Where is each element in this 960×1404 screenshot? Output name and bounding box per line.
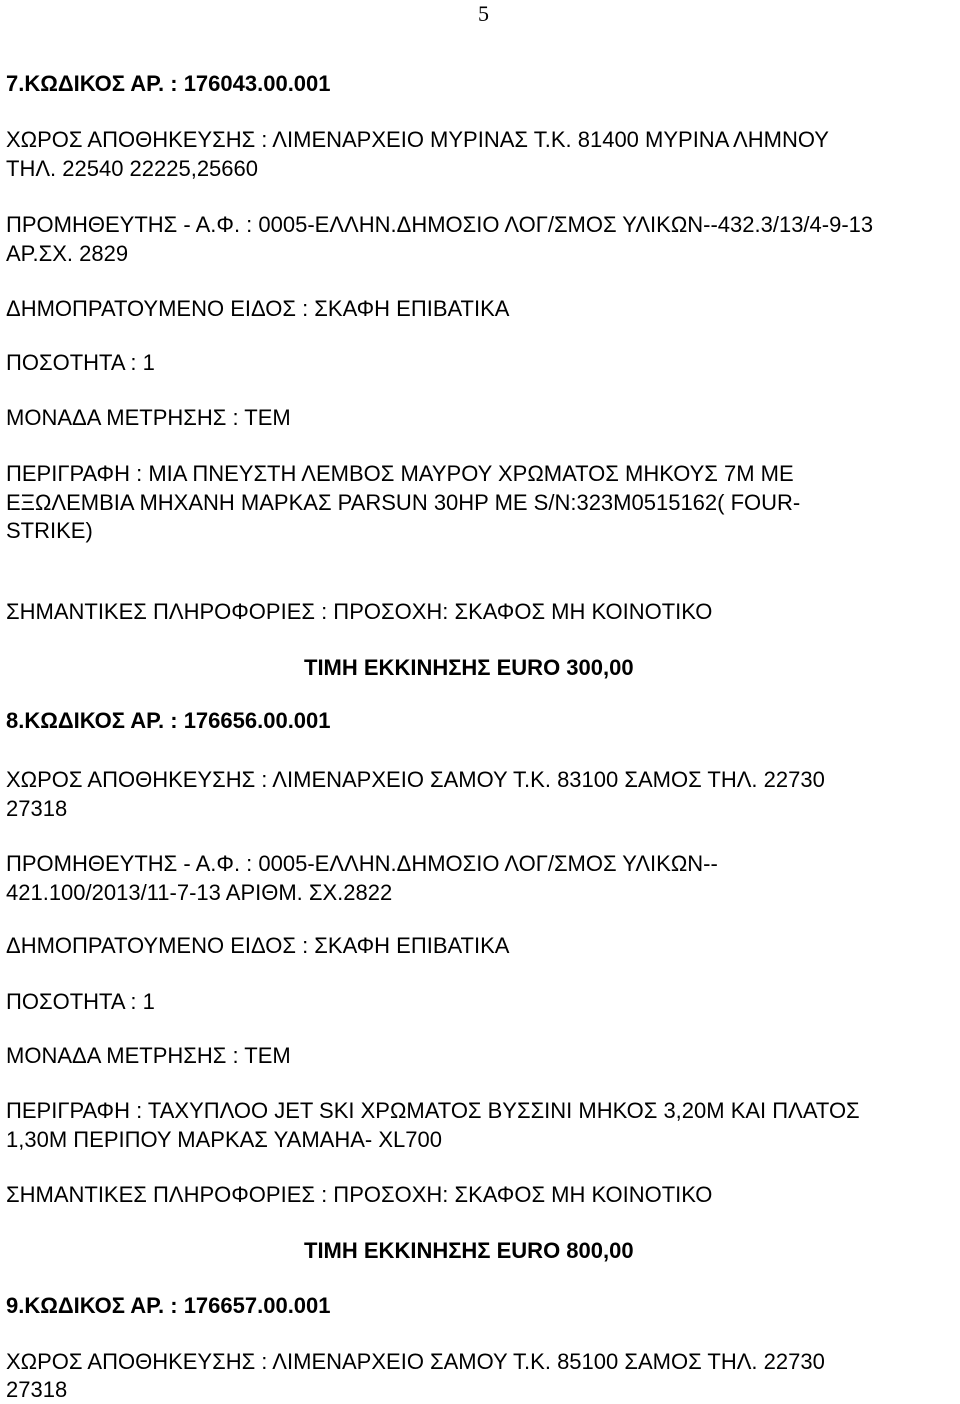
supplier-line: ΠΡΟΜΗΘΕΥΤΗΣ - Α.Φ. : 0005-ΕΛΛΗΝ.ΔΗΜΟΣΙΟ ΛΟΓ/ΣΜΟΣ ΥΛΙΚΩΝ-- <box>6 851 718 876</box>
storage-location-line: ΧΩΡΟΣ ΑΠΟΘΗΚΕΥΣΗΣ : ΛΙΜΕΝΑΡΧΕΙΟ ΣΑΜΟΥ Τ.Κ. 85100 ΣΑΜΟΣ ΤΗΛ. 22730 <box>6 1349 825 1374</box>
supplier-line: 421.100/2013/11-7-13 ΑΡΙΘΜ. ΣΧ.2822 <box>6 880 393 905</box>
supplier-line: ΠΡΟΜΗΘΕΥΤΗΣ - Α.Φ. : 0005-ΕΛΛΗΝ.ΔΗΜΟΣΙΟ ΛΟΓ/ΣΜΟΣ ΥΛΙΚΩΝ--432.3/13/4-9-13 <box>6 212 874 237</box>
item-type: ΔΗΜΟΠΡΑΤΟΥΜΕΝΟ ΕΙΔΟΣ : ΣΚΑΦΗ ΕΠΙΒΑΤΙΚΑ <box>6 933 510 958</box>
description-line: ΠΕΡΙΓΡΑΦΗ : ΤΑΧΥΠΛΟΟ JET SKI ΧΡΩΜΑΤΟΣ ΒΥΣΣΙΝΙ ΜΗΚΟΣ 3,20Μ ΚΑΙ ΠΛΑΤΟΣ <box>6 1098 860 1123</box>
important-notes: ΣΗΜΑΝΤΙΚΕΣ ΠΛΗΡΟΦΟΡΙΕΣ : ΠΡΟΣΟΧΗ: ΣΚΑΦΟΣ ΜΗ ΚΟΙΝΟΤΙΚΟ <box>6 1182 713 1207</box>
quantity: ΠΟΣΟΤΗΤΑ : 1 <box>6 350 155 375</box>
starting-price: ΤΙΜΗ ΕΚΚΙΝΗΣΗΣ EURO 800,00 <box>304 1238 634 1263</box>
page-number: 5 <box>478 1 489 26</box>
description-line: ΠΕΡΙΓΡΑΦΗ : ΜΙΑ ΠΝΕΥΣΤΗ ΛΕΜΒΟΣ ΜΑΥΡΟΥ ΧΡΩΜΑΤΟΣ ΜΗΚΟΥΣ 7Μ ΜΕ <box>6 461 794 486</box>
starting-price: ΤΙΜΗ ΕΚΚΙΝΗΣΗΣ EURO 300,00 <box>304 655 634 680</box>
item-type: ΔΗΜΟΠΡΑΤΟΥΜΕΝΟ ΕΙΔΟΣ : ΣΚΑΦΗ ΕΠΙΒΑΤΙΚΑ <box>6 296 510 321</box>
item-code: 7.ΚΩΔΙΚΟΣ ΑΡ. : 176043.00.001 <box>6 71 331 96</box>
item-code: 9.ΚΩΔΙΚΟΣ ΑΡ. : 176657.00.001 <box>6 1293 331 1318</box>
description-line: 1,30Μ ΠΕΡΙΠΟΥ ΜΑΡΚΑΣ ΥΑΜΑΗΑ- XL700 <box>6 1127 442 1152</box>
quantity: ΠΟΣΟΤΗΤΑ : 1 <box>6 989 155 1014</box>
unit-of-measure: ΜΟΝΑΔΑ ΜΕΤΡΗΣΗΣ : ΤΕΜ <box>6 405 291 430</box>
supplier-line: ΑΡ.ΣΧ. 2829 <box>6 241 129 266</box>
storage-location-line: ΧΩΡΟΣ ΑΠΟΘΗΚΕΥΣΗΣ : ΛΙΜΕΝΑΡΧΕΙΟ ΣΑΜΟΥ Τ.Κ. 83100 ΣΑΜΟΣ ΤΗΛ. 22730 <box>6 767 825 792</box>
item-code: 8.ΚΩΔΙΚΟΣ ΑΡ. : 176656.00.001 <box>6 708 331 733</box>
storage-location-line: ΤΗΛ. 22540 22225,25660 <box>6 156 259 181</box>
description-line: STRIKE) <box>6 518 93 543</box>
description-line: ΕΞΩΛΕΜΒΙΑ ΜΗΧΑΝΗ ΜΑΡΚΑΣ PARSUN 30HP ME S/N:323M0515162( FOUR- <box>6 490 801 515</box>
important-notes: ΣΗΜΑΝΤΙΚΕΣ ΠΛΗΡΟΦΟΡΙΕΣ : ΠΡΟΣΟΧΗ: ΣΚΑΦΟΣ ΜΗ ΚΟΙΝΟΤΙΚΟ <box>6 599 713 624</box>
storage-location-line: ΧΩΡΟΣ ΑΠΟΘΗΚΕΥΣΗΣ : ΛΙΜΕΝΑΡΧΕΙΟ ΜΥΡΙΝΑΣ Τ.Κ. 81400 ΜΥΡΙΝΑ ΛΗΜΝΟΥ <box>6 127 829 152</box>
unit-of-measure: ΜΟΝΑΔΑ ΜΕΤΡΗΣΗΣ : ΤΕΜ <box>6 1043 291 1068</box>
storage-location-line: 27318 <box>6 1377 68 1402</box>
storage-location-line: 27318 <box>6 796 68 821</box>
